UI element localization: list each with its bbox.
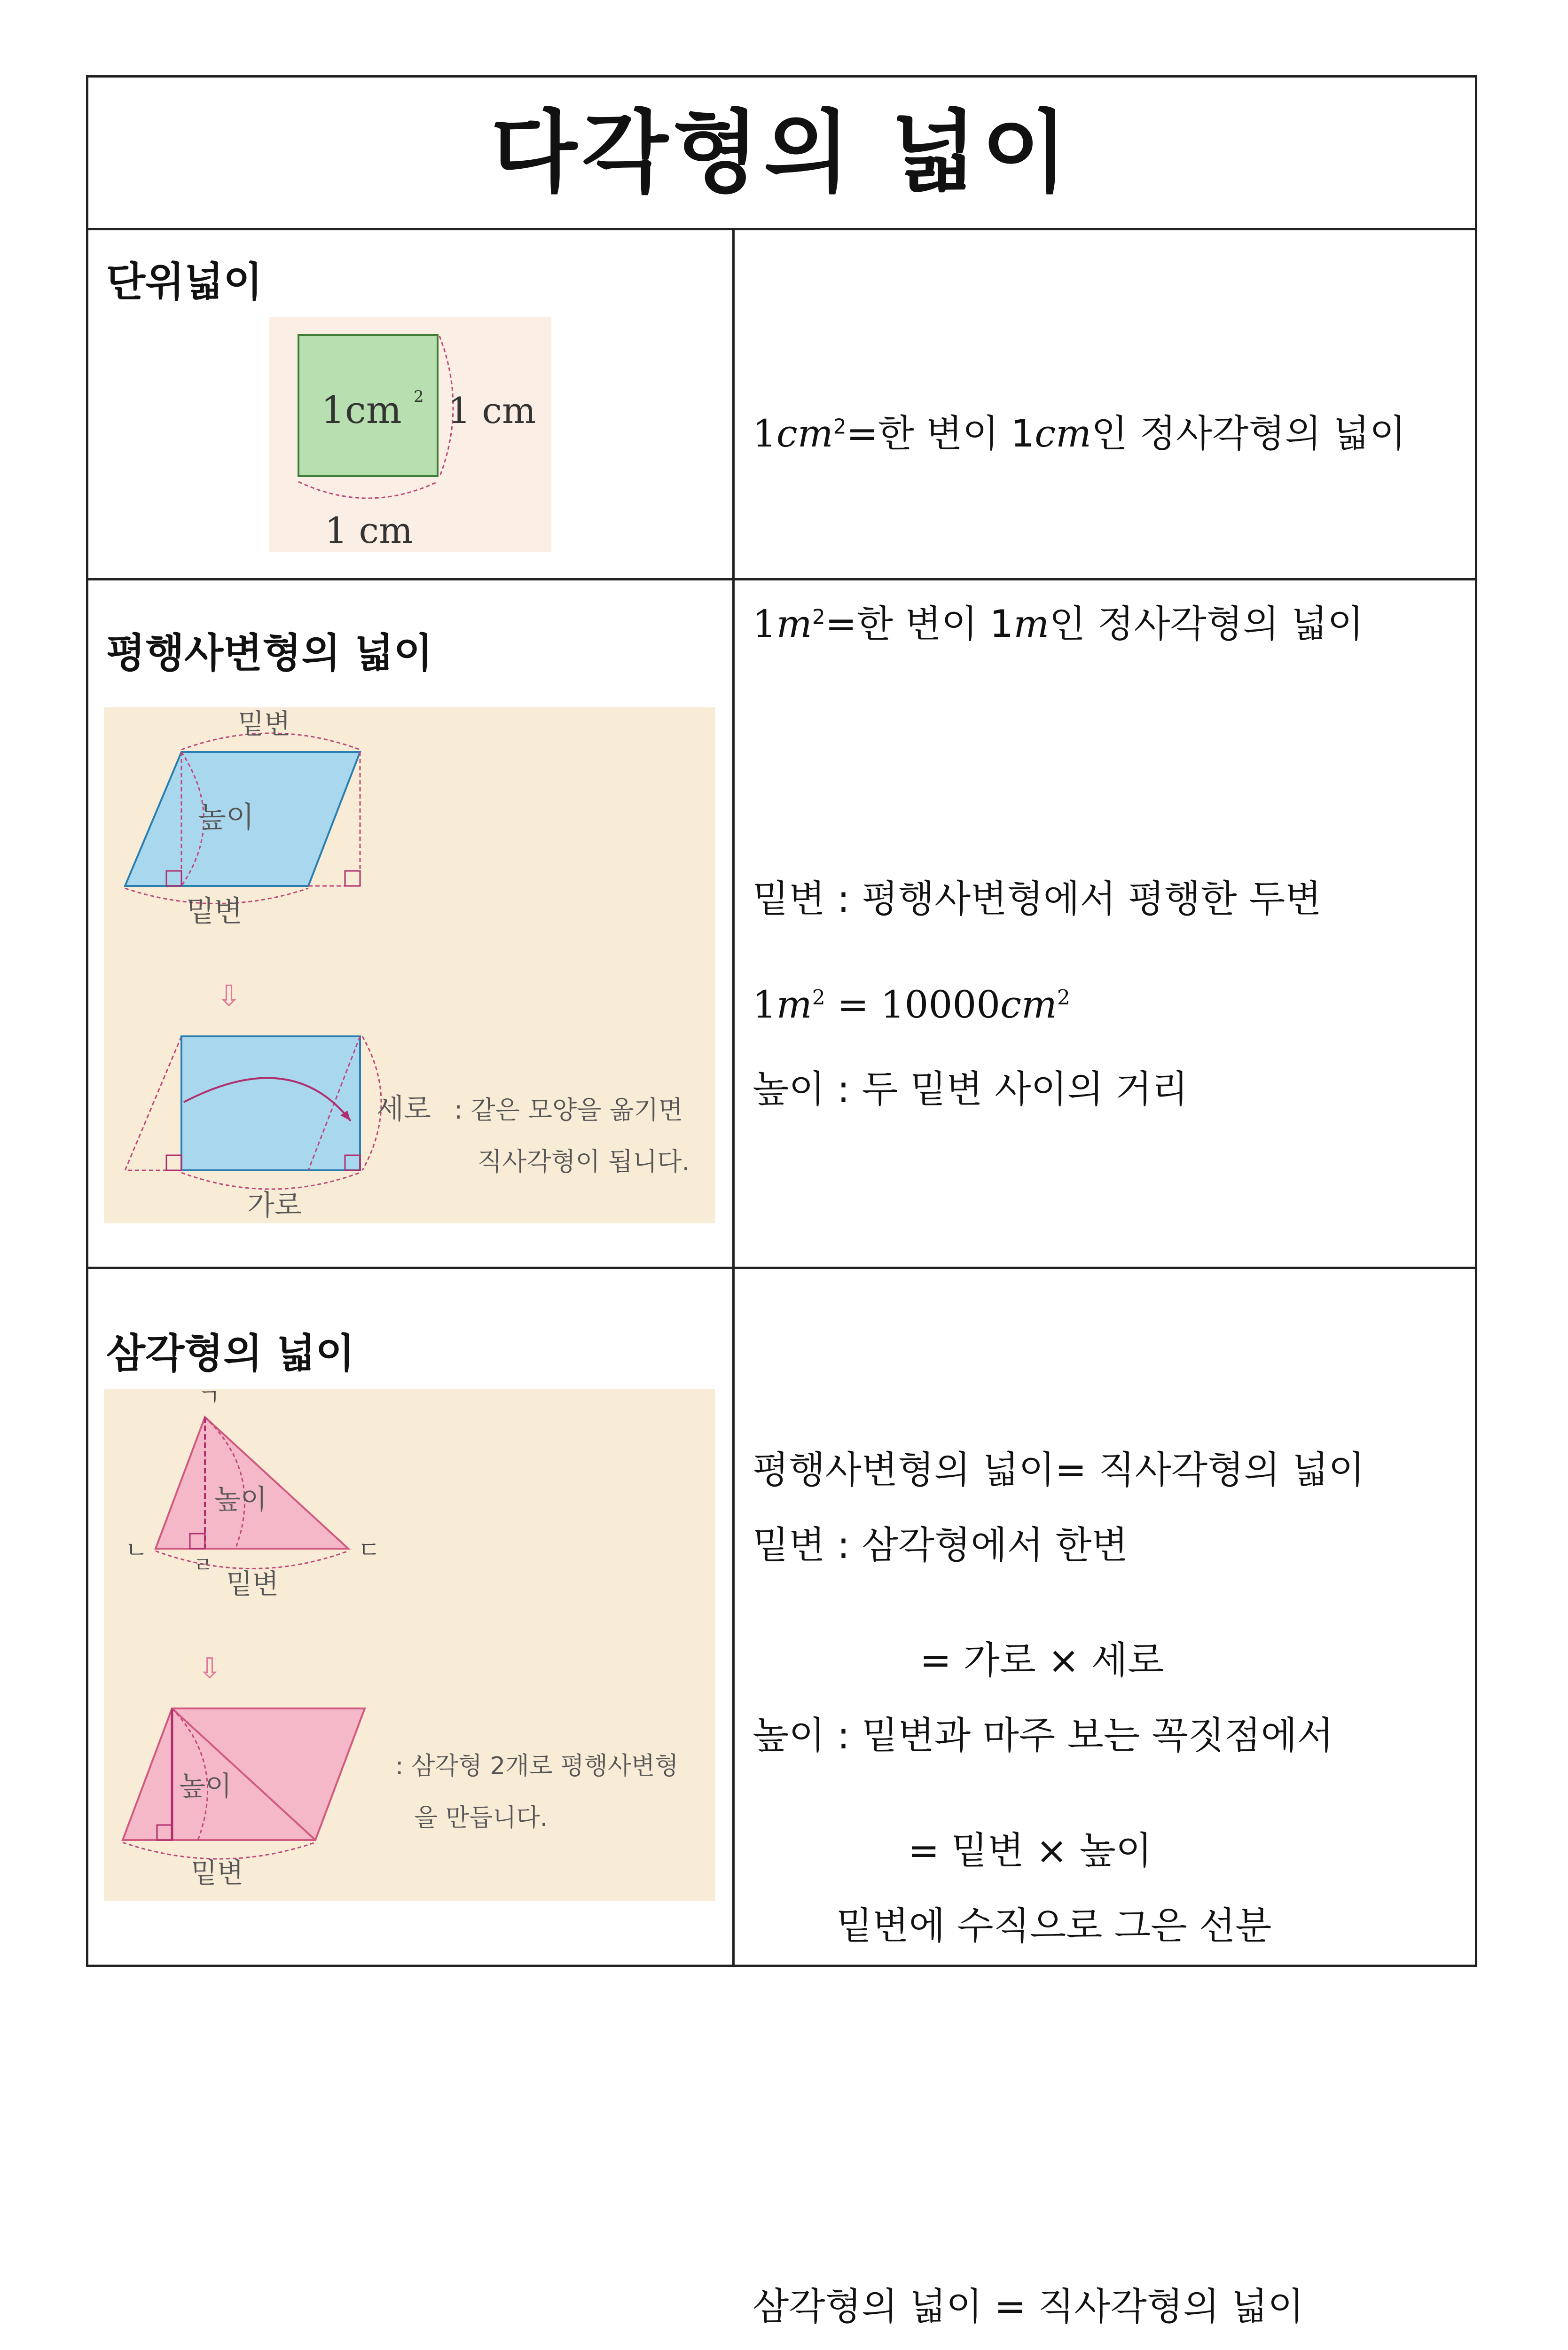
triangle-height-label-2: 높이 xyxy=(179,1770,232,1802)
triangle-base-label: 밑변 xyxy=(226,1568,279,1600)
vertex-label-4: ㄹ xyxy=(193,1553,213,1577)
vertex-label-1: ㄱ xyxy=(198,1389,221,1411)
parallelogram-line-2: 높이 : 두 밑변 사이의 거리 xyxy=(753,1067,1188,1111)
parallelogram-line-1: 밑변 : 평행사변형에서 평행한 두변 xyxy=(753,877,1322,921)
triangle-figure-cell xyxy=(87,1268,734,1966)
triangle-text-cell xyxy=(734,1268,1476,2328)
unit-square-side-label: 1 cm xyxy=(448,390,536,431)
unit-conversion-equation: $1m^2 = 10000cm^2$ xyxy=(753,983,1070,1026)
unit-area-line-2: $1m^2=$한 변이 1m인 정사각형의 넓이 xyxy=(753,602,1364,646)
unit-square-area-exp: 2 xyxy=(414,387,424,406)
sero-label: 세로 xyxy=(376,1093,431,1126)
parallelogram-line-4: 평행사변형의 넓이= 직사각형의 넓이 xyxy=(753,1448,1365,1492)
triangle-text xyxy=(753,1386,1333,2350)
parallelogram-note-line-1: : 같은 모양을 옮기면 xyxy=(454,1095,683,1125)
content-table xyxy=(86,75,1477,2328)
down-arrow-icon-2: ⇩ xyxy=(198,1652,222,1685)
triangle-note-line-1: : 삼각형 2개로 평행사변형 xyxy=(395,1752,679,1780)
triangle-note-line-2: 을 만듭니다. xyxy=(414,1804,548,1832)
triangle-line-4 xyxy=(753,2084,1333,2148)
bottom-base-label: 밑변 xyxy=(186,894,243,928)
triangle-base-label-2: 밑변 xyxy=(191,1857,244,1889)
parallelogram-line-5: = 가로 × 세로 xyxy=(753,1638,1164,1682)
top-base-label: 밑변 xyxy=(238,708,291,740)
triangle-line-2: 높이 : 밑변과 마주 보는 꼭짓점에서 xyxy=(753,1714,1334,1757)
parallelogram-heading: 평행사변형의 넓이 xyxy=(106,630,433,677)
unit-area-figure-cell xyxy=(87,229,734,580)
unit-square-figure xyxy=(269,317,551,552)
triangle-height-label: 높이 xyxy=(214,1483,267,1515)
unit-area-heading: 단위넓이 xyxy=(106,258,263,306)
garo-label: 가로 xyxy=(247,1189,302,1222)
parallelogram-note-line-2: 직사각형이 됩니다. xyxy=(478,1147,690,1176)
unit-area-line-1: $1cm^2=$한 변이 1cm인 정사각형의 넓이 xyxy=(753,412,1406,455)
parallelogram-figure-cell xyxy=(87,580,734,1268)
unit-square-area-label: 1cm xyxy=(321,388,402,432)
triangle-figure xyxy=(104,1389,715,1901)
triangle-line-3: 밑변에 수직으로 그은 선분 xyxy=(753,1904,1272,1948)
vertex-label-3: ㄷ xyxy=(358,1536,381,1564)
page-title: 다각형의 넓이 xyxy=(491,101,1073,204)
vertex-label-2: ㄴ xyxy=(125,1536,148,1564)
triangle-line-1: 밑변 : 삼각형에서 한변 xyxy=(753,1523,1128,1567)
parallelogram-figure xyxy=(104,707,715,1223)
title-cell xyxy=(87,77,1476,229)
triangle-heading: 삼각형의 넓이 xyxy=(106,1330,355,1377)
triangle-line-5: 삼각형의 넓이 = 직사각형의 넓이 xyxy=(753,2285,1304,2328)
unit-square-bottom-label: 1 cm xyxy=(325,509,413,551)
height-label: 높이 xyxy=(198,800,254,834)
down-arrow-icon: ⇩ xyxy=(217,979,241,1013)
parallelogram-line-6: = 밑변 × 높이 xyxy=(753,1829,1152,1872)
area-sheet xyxy=(86,75,1475,2328)
